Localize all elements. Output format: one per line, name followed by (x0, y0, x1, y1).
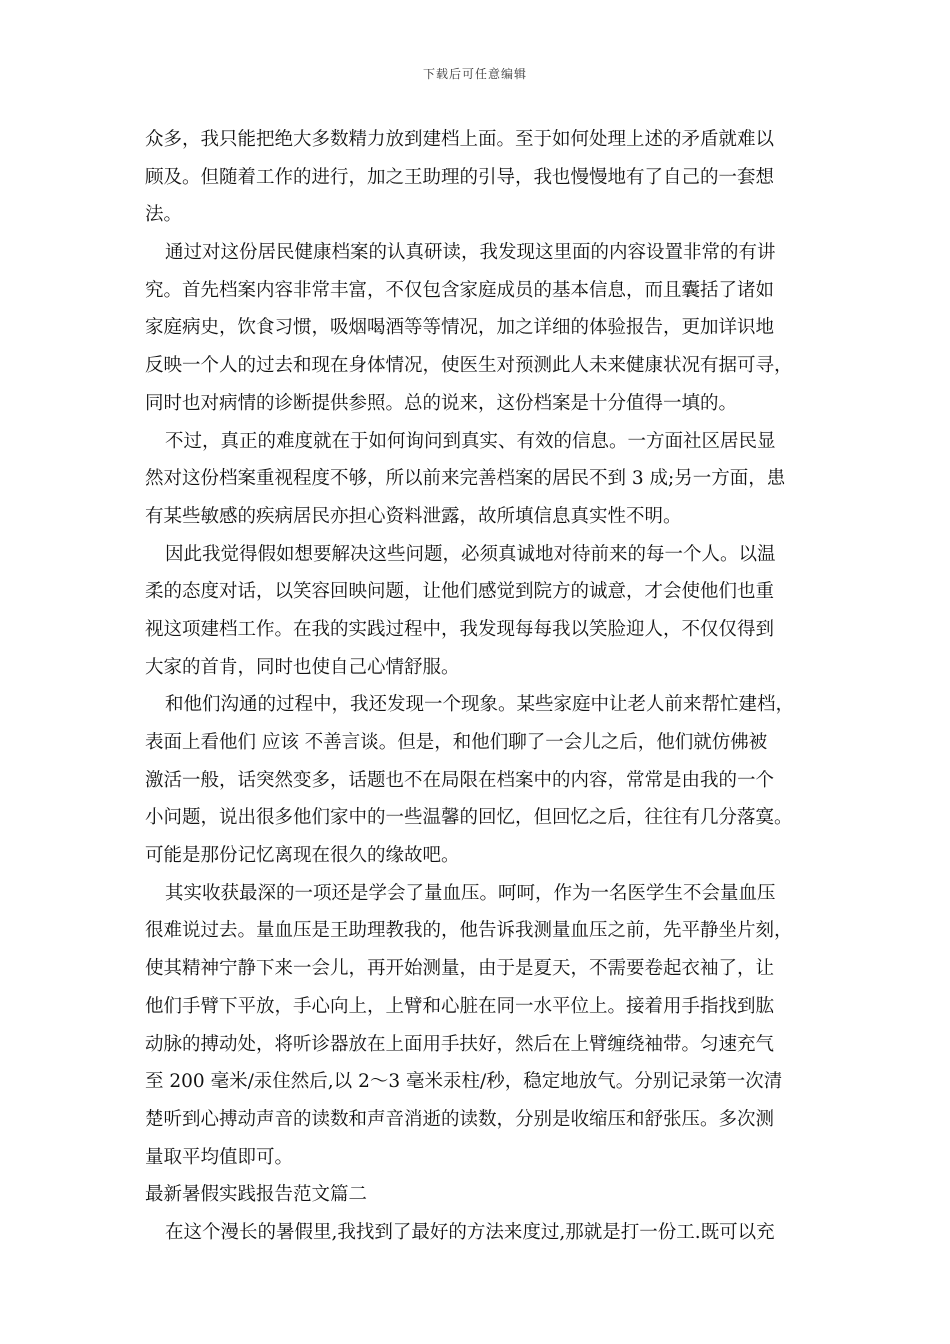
text-line: 究。首先档案内容非常丰富，不仅包含家庭成员的基本信息，而且囊括了诸如 (145, 279, 775, 301)
text-line: 然对这份档案重视程度不够，所以前来完善档案的居民不到 3 成;另一方面，患 (145, 468, 786, 490)
text-line: 同时也对病情的诊断提供参照。总的说来，这份档案是十分值得一填的。 (145, 392, 738, 414)
text-line: 家庭病史，饮食习惯，吸烟喝酒等等情况，加之详细的体验报告，更加详识地 (145, 317, 775, 339)
text-line: 很难说过去。量血压是王助理教我的，他告诉我测量血压之前，先平静坐片刻， (145, 920, 793, 942)
text-line: 小问题，说出很多他们家中的一些温馨的回忆，但回忆之后，往往有几分落寞。 (145, 807, 793, 829)
document-body (145, 121, 817, 1252)
text-line: 楚听到心搏动声音的读数和声音消逝的读数，分别是收缩压和舒张压。多次测 (145, 1108, 775, 1130)
text-line: 反映一个人的过去和现在身体情况，使医生对预测此人未来健康状况有据可寻， (145, 355, 793, 377)
text-line: 表面上看他们 应该 不善言谈。但是，和他们聊了一会儿之后，他们就仿佛被 (145, 732, 768, 753)
text-line: 和他们沟通的过程中，我还发现一个现象。某些家庭中让老人前来帮忙建档， (165, 694, 795, 716)
text-line: 至 200 毫米/汞住然后,以 2～3 毫米汞柱/秒，稳定地放气。分别记录第一次清 (145, 1071, 783, 1093)
text-line: 激活一般，话突然变多，话题也不在局限在档案中的内容，常常是由我的一个 (145, 769, 775, 791)
text-line: 通过对这份居民健康档案的认真研读，我发现这里面的内容设置非常的有讲 (165, 242, 776, 264)
text-line: 他们手臂下平放，手心向上，上臂和心脏在同一水平位上。接着用手指找到肱 (145, 995, 775, 1017)
text-line: 因此我觉得假如想要解决这些问题，必须真诚地对待前来的每一个人。以温 (165, 543, 776, 565)
text-line: 在这个漫长的暑假里,我找到了最好的方法来度过,那就是打一份工.既可以充 (165, 1221, 775, 1243)
text-line: 众多，我只能把绝大多数精力放到建档上面。至于如何处理上述的矛盾就难以 (145, 129, 775, 150)
text-line: 柔的态度对话，以笑容回映问题，让他们感觉到院方的诚意，才会使他们也重 (145, 581, 775, 603)
text-line: 使其精神宁静下来一会儿，再开始测量，由于是夏天，不需要卷起衣袖了，让 (145, 958, 775, 980)
text-line: 量取平均值即可。 (145, 1146, 294, 1168)
text-line: 视这项建档工作。在我的实践过程中，我发现每每我以笑脸迎人，不仅仅得到 (145, 618, 775, 640)
text-line: 可能是那份记忆离现在很久的缘故吧。 (145, 845, 460, 867)
text-line: 大家的首肯，同时也使自己心情舒服。 (145, 656, 460, 678)
text-line: 法。 (145, 204, 183, 226)
text-line: 动脉的搏动处，将听诊器放在上面用手扶好，然后在上臂缠绕袖带。匀速充气 (145, 1033, 775, 1055)
text-line: 不过，真正的难度就在于如何询问到真实、有效的信息。一方面社区居民显 (165, 430, 776, 452)
text-line: 其实收获最深的一项还是学会了量血压。呵呵，作为一名医学生不会量血压 (165, 882, 776, 904)
text-line: 有某些敏感的疾病居民亦担心资料泄露，故所填信息真实性不明。 (145, 505, 682, 527)
text-line: 最新暑假实践报告范文篇二 (145, 1184, 368, 1206)
text-line: 顾及。但随着工作的进行，加之王助理的引导，我也慢慢地有了自己的一套想 (145, 166, 775, 188)
page-header: 下载后可任意编辑 (422, 67, 527, 81)
